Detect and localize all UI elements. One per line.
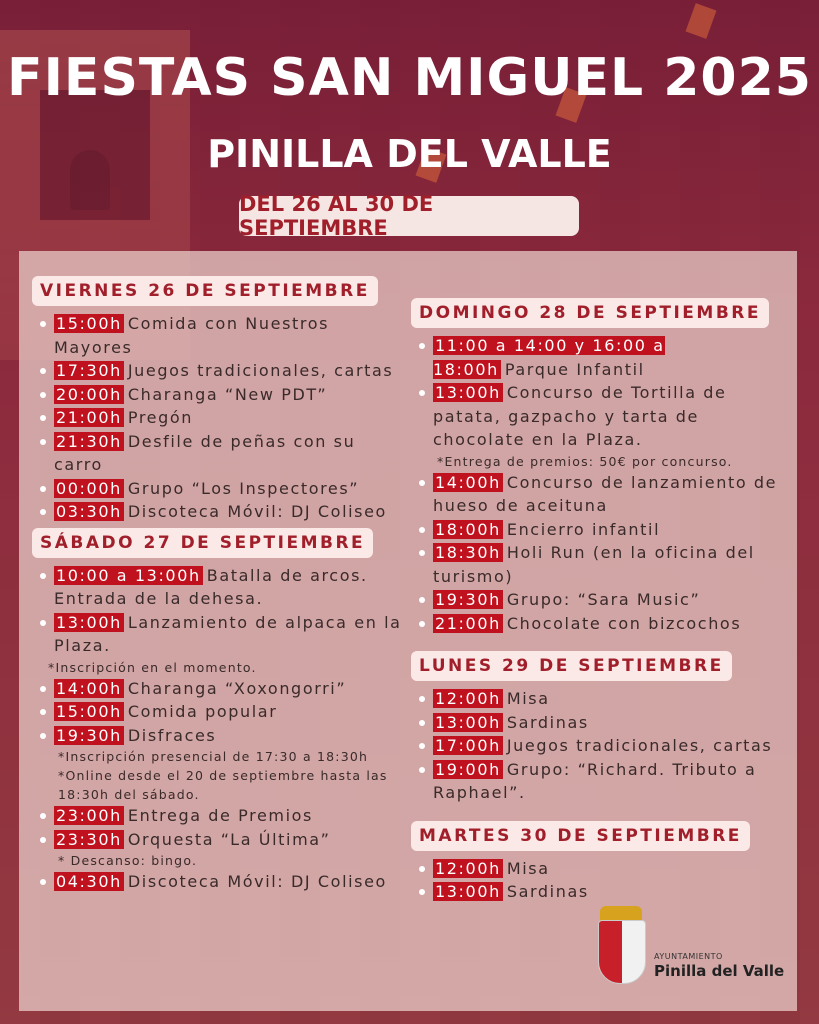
logo-ayuntamiento-label: AYUNTAMIENTO [654,952,723,961]
bullet-icon [419,390,425,396]
day-section [411,298,796,635]
event-time: 03:30h [56,502,122,521]
day-heading: SÁBADO 27 DE SEPTIEMBRE [32,528,373,558]
event-description: Desfile de peñas con su carro [54,431,356,474]
event-item [32,870,402,894]
event-item [411,381,796,452]
event-time: 12:00h [435,858,501,878]
event-time: 12:00h [435,689,501,708]
event-item [411,541,796,588]
event-time: 20:00h [56,384,122,404]
event-item [411,711,796,735]
event-item [32,700,402,724]
bullet-icon [40,415,46,421]
event-time: 21:00h [56,408,122,427]
bullet-icon [419,866,425,872]
event-time: 17:30h [56,361,122,380]
event-time: 23:00h [56,806,122,825]
event-note: *Online desde el 20 de septiembre hasta las 18:30h del sábado. [58,768,388,802]
event-description: Charanga “New PDT” [127,384,328,404]
bullet-icon [419,889,425,895]
bullet-icon [419,527,425,533]
event-list [32,312,402,524]
event-description: Juegos tradicionales, cartas [127,361,394,380]
event-description: Concurso de Tortilla de patata, gazpacho y tarta de chocolate en la Plaza. [433,383,727,449]
event-item [32,430,402,477]
event-description: Encierro infantil [506,519,661,539]
event-description: Charanga “Xoxongorri” [127,678,347,698]
bullet-icon [40,709,46,715]
event-time: 21:00h [435,613,501,633]
event-item [32,611,402,658]
event-description: Concurso de lanzamiento de hueso de aceituna [433,472,778,515]
bullet-icon [419,597,425,603]
bullet-icon [40,368,46,374]
event-description: Grupo “Los Inspectores” [127,478,360,498]
event-description: Misa [506,858,550,878]
date-range-badge: DEL 26 AL 30 DE SEPTIEMBRE [239,196,579,236]
event-time: 14:00h [435,472,501,492]
event-item [411,471,796,518]
event-list [32,564,402,894]
event-description: Grupo: “Sara Music” [506,590,701,609]
day-section [32,276,402,524]
event-time: 11:00 a 14:00 y 16:00 a 18:00h [433,336,665,379]
event-description: Parque Infantil [504,359,645,379]
event-list [411,687,796,805]
event-time: 19:30h [435,590,501,609]
bullet-icon [40,486,46,492]
event-item [32,500,402,524]
event-time: 14:00h [56,678,122,698]
event-time: 04:30h [56,872,122,891]
event-description: Discoteca Móvil: DJ Coliseo [127,872,387,891]
event-description: Entrega de Premios [127,806,313,825]
event-item [32,312,402,359]
schedule-right-column [411,298,796,904]
event-description: Comida con Nuestros Mayores [54,314,330,357]
day-heading: LUNES 29 DE SEPTIEMBRE [411,651,732,681]
bullet-icon [419,743,425,749]
event-note: *Inscripción presencial de 17:30 a 18:30h [58,749,369,764]
bullet-icon [40,620,46,626]
event-description: Chocolate con bizcochos [506,613,742,633]
event-item [411,588,796,612]
event-item [411,857,796,881]
event-item [32,477,402,501]
event-description: Lanzamiento de alpaca en la Plaza. [54,612,402,655]
event-item [411,880,796,904]
event-note: *Entrega de premios: 50€ por concurso. [437,453,733,469]
event-description: Pregón [127,408,193,427]
event-time: 13:00h [435,882,501,901]
bullet-icon [419,550,425,556]
event-item [32,383,402,407]
event-item [32,724,402,748]
day-heading: DOMINGO 28 DE SEPTIEMBRE [411,298,769,328]
event-time: 10:00 a 13:00h [56,565,201,585]
event-time: 15:00h [56,702,122,721]
event-description: Comida popular [127,702,278,721]
bullet-icon [40,392,46,398]
bullet-icon [40,733,46,739]
event-item [32,828,402,852]
event-description: Discoteca Móvil: DJ Coliseo [127,502,387,521]
event-time: 17:00h [435,736,501,755]
event-description: Misa [506,689,550,708]
event-item [411,518,796,542]
bullet-icon [40,813,46,819]
day-section [411,821,796,904]
event-description: Grupo: “Richard. Tributo a Raphael”. [433,759,757,802]
event-time: 15:00h [56,314,122,333]
event-item [411,758,796,805]
event-list [411,857,796,904]
event-time: 19:00h [435,759,501,779]
bullet-icon [40,439,46,445]
event-item [32,406,402,430]
event-time: 13:00h [435,712,501,732]
event-time: 13:00h [56,612,122,632]
bullet-icon [40,837,46,843]
event-item [411,734,796,758]
event-description: Holi Run (en la oficina del turismo) [433,543,755,586]
schedule-left-column [32,276,402,894]
event-description: Disfraces [127,725,217,745]
bullet-icon [419,767,425,773]
event-time: 18:30h [435,543,501,562]
bullet-icon [40,573,46,579]
event-item [411,334,796,381]
bullet-icon [419,343,425,349]
schedule-panel [19,251,797,1011]
event-item [411,612,796,636]
coat-of-arms-icon [598,920,646,984]
page-subtitle: PINILLA DEL VALLE [207,132,612,176]
bullet-icon [40,879,46,885]
bullet-icon [40,509,46,515]
event-time: 19:30h [56,725,122,745]
bullet-icon [419,621,425,627]
event-item [32,677,402,701]
event-list [411,334,796,635]
day-section [411,651,796,805]
bullet-icon [419,696,425,702]
day-section [32,528,402,894]
event-description: Sardinas [506,882,589,901]
event-time: 13:00h [435,383,501,402]
event-description: Sardinas [506,712,589,732]
day-heading: MARTES 30 DE SEPTIEMBRE [411,821,750,851]
event-time: 00:00h [56,478,122,498]
event-time: 18:00h [435,519,501,539]
event-item [32,359,402,383]
event-description: Batalla de arcos. Entrada de la dehesa. [54,565,368,608]
day-heading: VIERNES 26 DE SEPTIEMBRE [32,276,378,306]
event-note: *Inscripción en el momento. [48,659,257,675]
event-item [32,564,402,611]
event-item [32,804,402,828]
logo-town-name: Pinilla del Valle [654,962,785,980]
event-note: * Descanso: bingo. [58,853,198,868]
page-title: FIESTAS SAN MIGUEL 2025 [7,48,812,108]
bullet-icon [419,480,425,486]
event-description: Orquesta “La Última” [127,829,331,849]
event-description: Juegos tradicionales, cartas [506,736,773,755]
bullet-icon [40,321,46,327]
event-time: 23:30h [56,829,122,849]
event-time: 21:30h [56,431,122,451]
bullet-icon [40,686,46,692]
event-item [411,687,796,711]
bullet-icon [419,720,425,726]
